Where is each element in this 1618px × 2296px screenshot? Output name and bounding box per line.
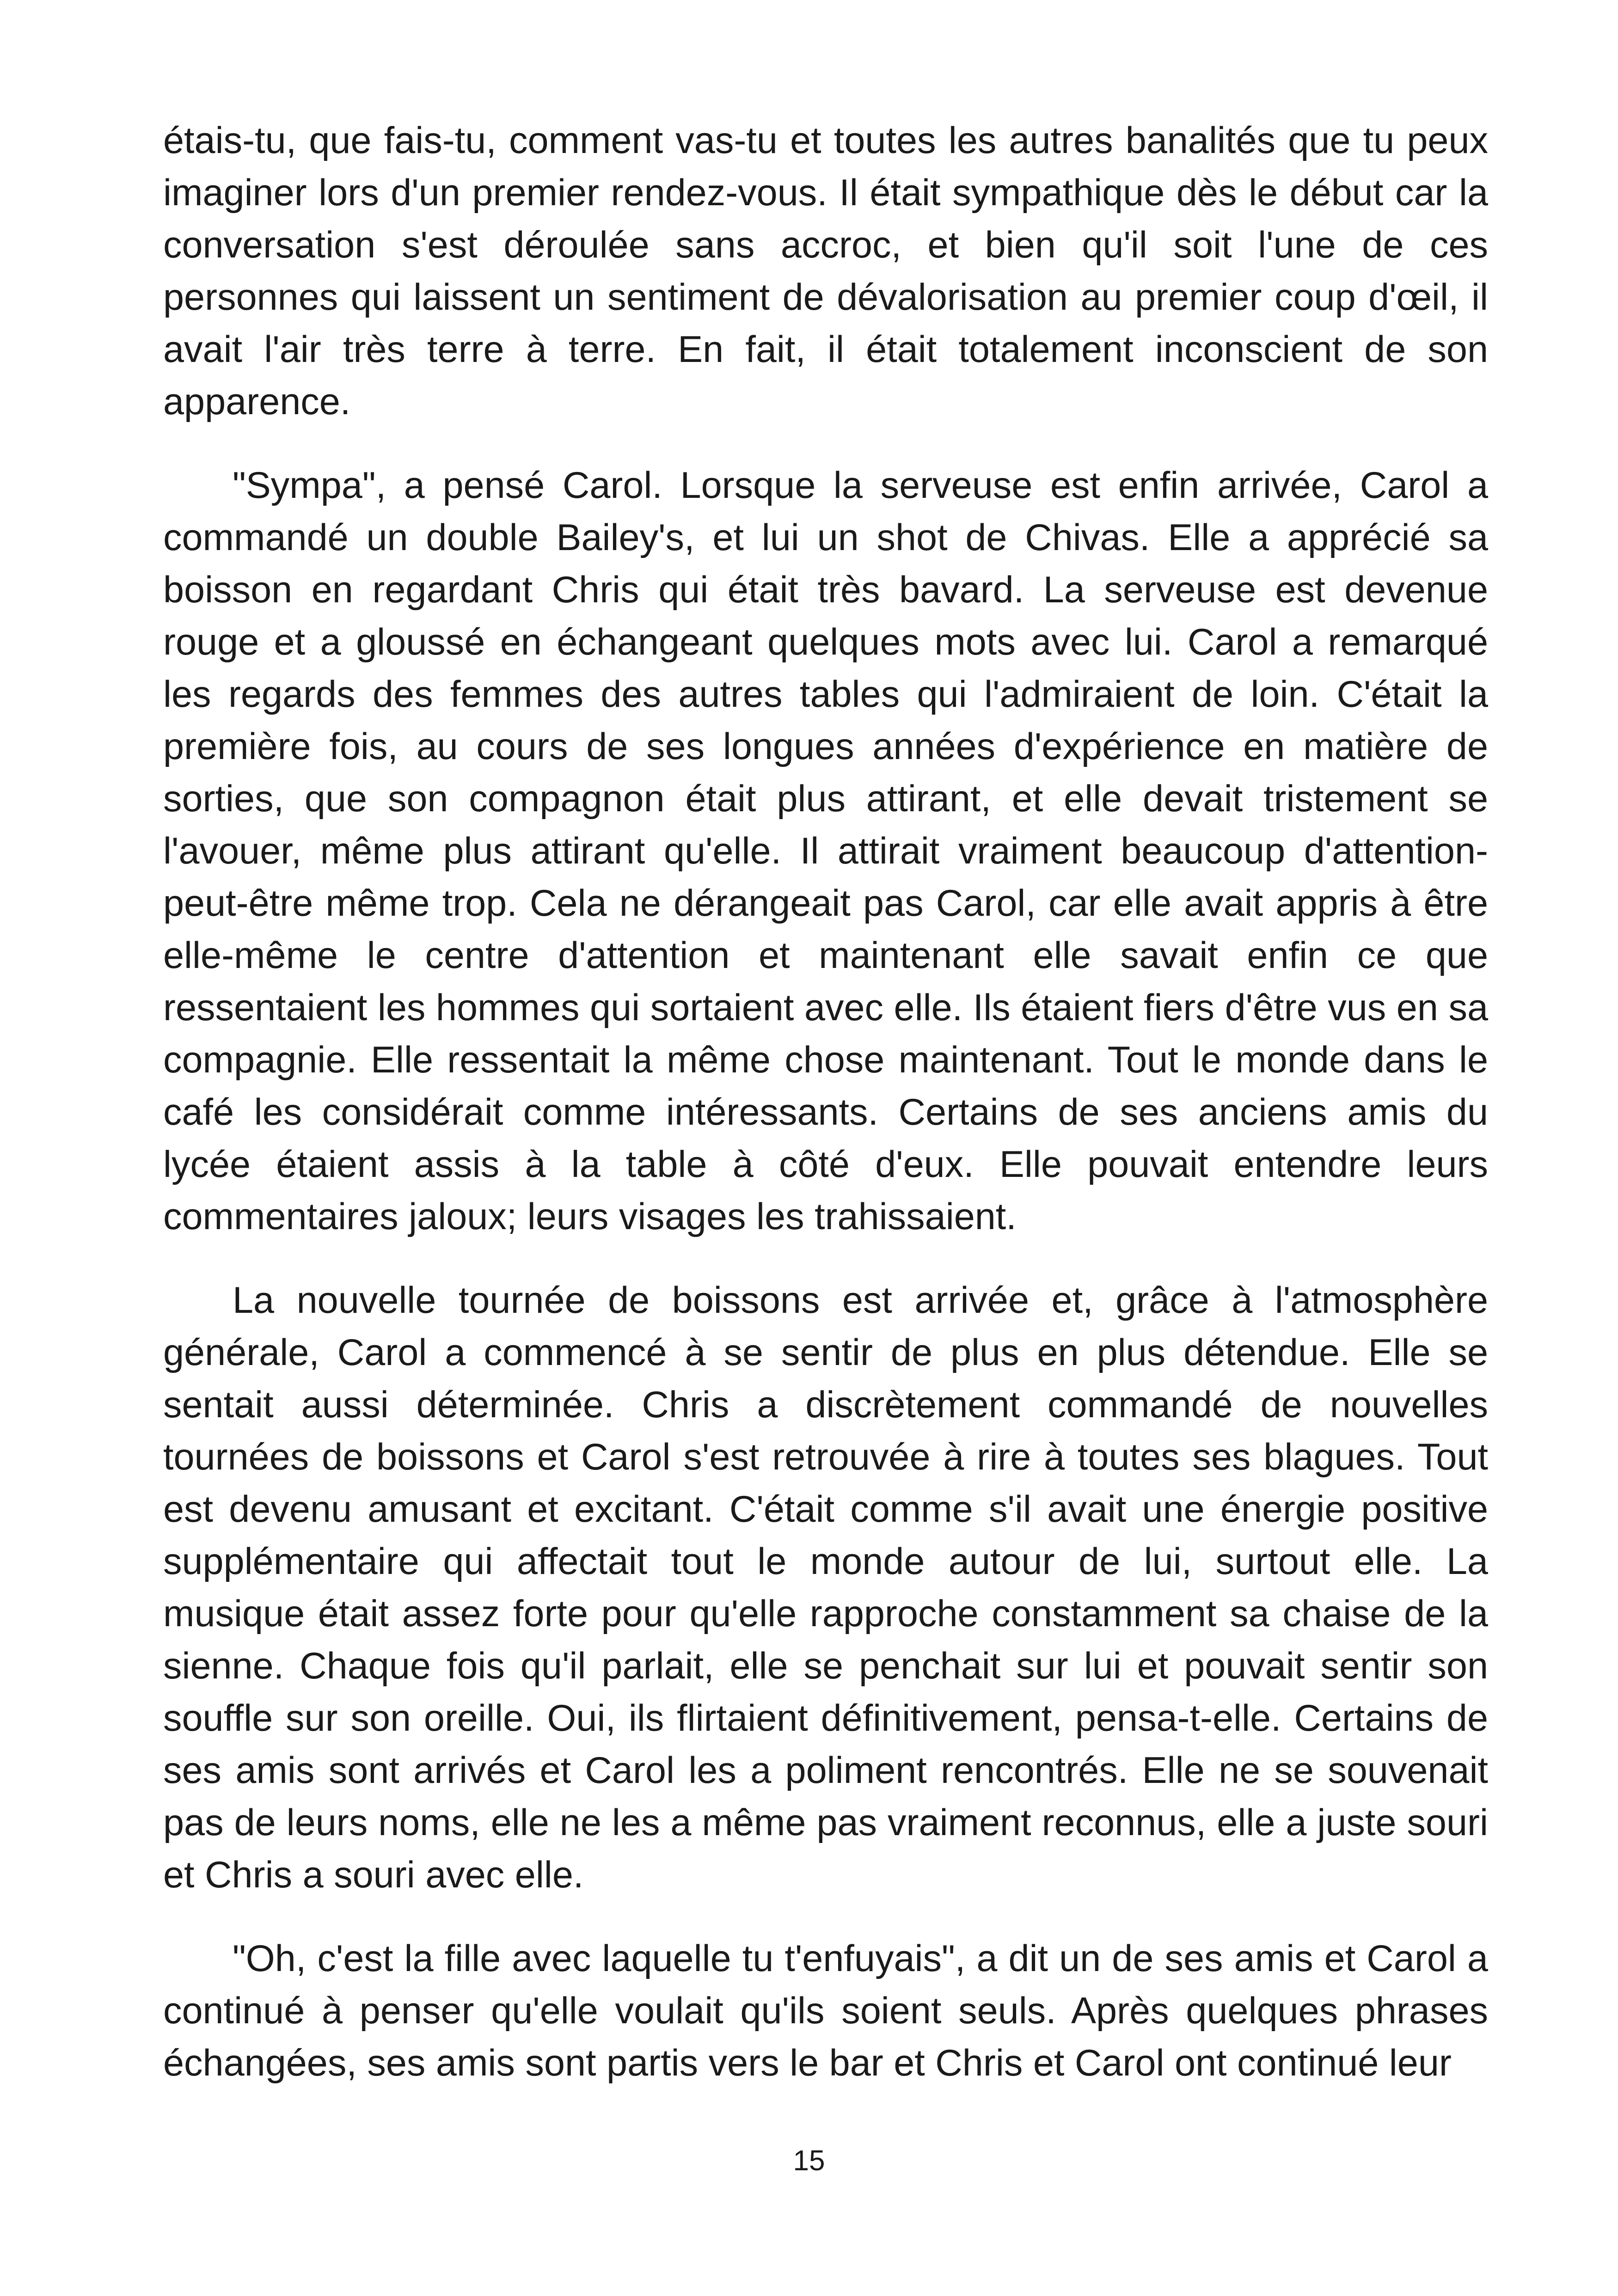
- paragraph-4: "Oh, c'est la fille avec laquelle tu t'enfuyais", a dit un de ses amis et Carol a continué à penser qu'elle voulait qu'ils soient seuls. Après quelques phrases échangées, ses amis sont partis vers le bar et Chris et Carol ont continué leur: [163, 1938, 1488, 2084]
- page-body: [163, 115, 1488, 2121]
- paragraph-2: "Sympa", a pensé Carol. Lorsque la serveuse est enfin arrivée, Carol a commandé un double Bailey's, et lui un shot de Chivas. Elle a apprécié sa boisson en regardant Chris qui était très bavard. La serveuse est devenue rouge et a gloussé en échangeant quelques mots avec lui. Carol a remarqué les regards des femmes des autres tables qui l'admiraient de loin. C'était la première fois, au cours de ses longues années d'expérience en matière de sorties, que son compagnon était plus attirant, et elle devait tristement se l'avouer, même plus attirant qu'elle. Il attirait vraiment beaucoup d'attention- peut-être même trop. Cela ne dérangeait pas Carol, car elle avait appris à être elle-même le centre d'attention et maintenant elle savait enfin ce que ressentaient les hommes qui sortaient avec elle. Ils étaient fiers d'être vus en sa compagnie. Elle ressentait la même chose maintenant. Tout le monde dans le café les considérait comme intéressants. Certains de ses anciens amis du lycée étaient assis à la table à côté d'eux. Elle pouvait entendre leurs commentaires jaloux; leurs visages les trahissaient.: [163, 465, 1488, 1237]
- paragraph-1: étais-tu, que fais-tu, comment vas-tu et toutes les autres banalités que tu peux imaginer lors d'un premier rendez-vous. Il était sympathique dès le début car la conversation s'est déroulée sans accroc, et bien qu'il soit l'une de ces personnes qui laissent un sentiment de dévalorisation au premier coup d'œil, il avait l'air très terre à terre. En fait, il était totalement inconscient de son apparence.: [163, 120, 1488, 422]
- paragraph-3: La nouvelle tournée de boissons est arrivée et, grâce à l'atmosphère générale, Carol a commencé à se sentir de plus en plus détendue. Elle se sentait aussi déterminée. Chris a discrètement commandé de nouvelles tournées de boissons et Carol s'est retrouvée à rire à toutes ses blagues. Tout est devenu amusant et excitant. C'était comme s'il avait une énergie positive supplémentaire qui affectait tout le monde autour de lui, surtout elle. La musique était assez forte pour qu'elle rapproche constamment sa chaise de la sienne. Chaque fois qu'il parlait, elle se penchait sur lui et pouvait sentir son souffle sur son oreille. Oui, ils flirtaient définitivement, pensa-t-elle. Certains de ses amis sont arrivés et Carol les a poliment rencontrés. Elle ne se souvenait pas de leurs noms, elle ne les a même pas vraiment reconnus, elle a juste souri et Chris a souri avec elle.: [163, 1280, 1488, 1896]
- page-number: 15: [793, 2145, 825, 2177]
